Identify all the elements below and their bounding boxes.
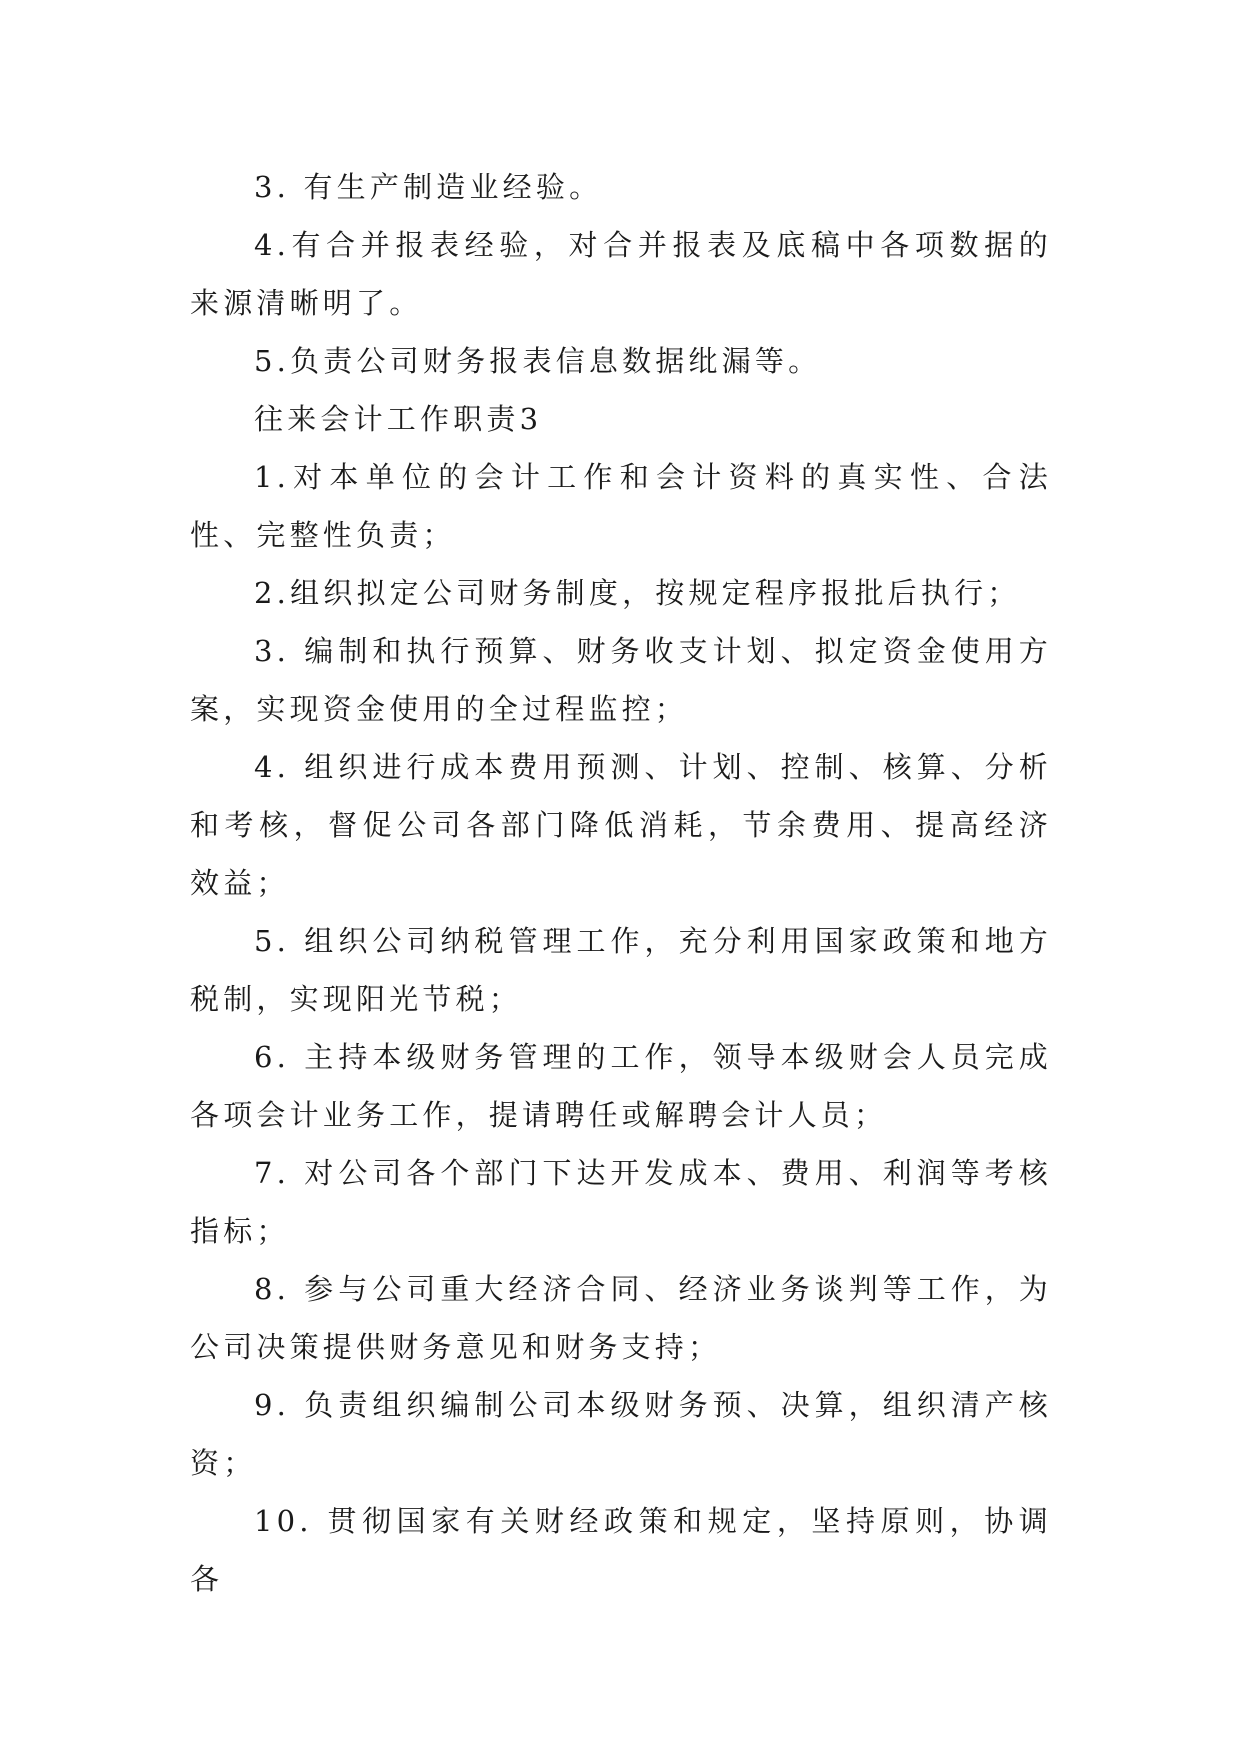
paragraph-item-4: 4.有合并报表经验，对合并报表及底稿中各项数据的来源清晰明了。	[190, 228, 1052, 320]
duty-item-1: 1.对本单位的会计工作和会计资料的真实性、合法性、完整性负责；	[190, 460, 1052, 552]
document-body	[190, 158, 1052, 1608]
section-heading: 往来会计工作职责3	[254, 402, 543, 436]
duty-item-3: 3. 编制和执行预算、财务收支计划、拟定资金使用方案，实现资金使用的全过程监控；	[190, 634, 1052, 726]
duty-item-6: 6. 主持本级财务管理的工作，领导本级财会人员完成各项会计业务工作，提请聘任或解聘会计人员；	[190, 1040, 1052, 1132]
duty-item-10: 10. 贯彻国家有关财经政策和规定，坚持原则，协调各	[190, 1504, 1052, 1596]
duty-item-7: 7. 对公司各个部门下达开发成本、费用、利润等考核指标；	[190, 1156, 1052, 1248]
duty-item-8: 8. 参与公司重大经济合同、经济业务谈判等工作，为公司决策提供财务意见和财务支持；	[190, 1272, 1052, 1364]
duty-item-4: 4. 组织进行成本费用预测、计划、控制、核算、分析和考核，督促公司各部门降低消耗，节余费用、提高经济效益；	[190, 750, 1052, 900]
duty-item-9: 9. 负责组织编制公司本级财务预、决算，组织清产核资；	[190, 1388, 1052, 1480]
paragraph-item-5: 5.负责公司财务报表信息数据纰漏等。	[254, 344, 822, 378]
duty-item-2: 2.组织拟定公司财务制度，按规定程序报批后执行；	[254, 576, 1021, 610]
paragraph-item-3: 3. 有生产制造业经验。	[254, 170, 603, 204]
duty-item-5: 5. 组织公司纳税管理工作，充分利用国家政策和地方税制，实现阳光节税；	[190, 924, 1052, 1016]
